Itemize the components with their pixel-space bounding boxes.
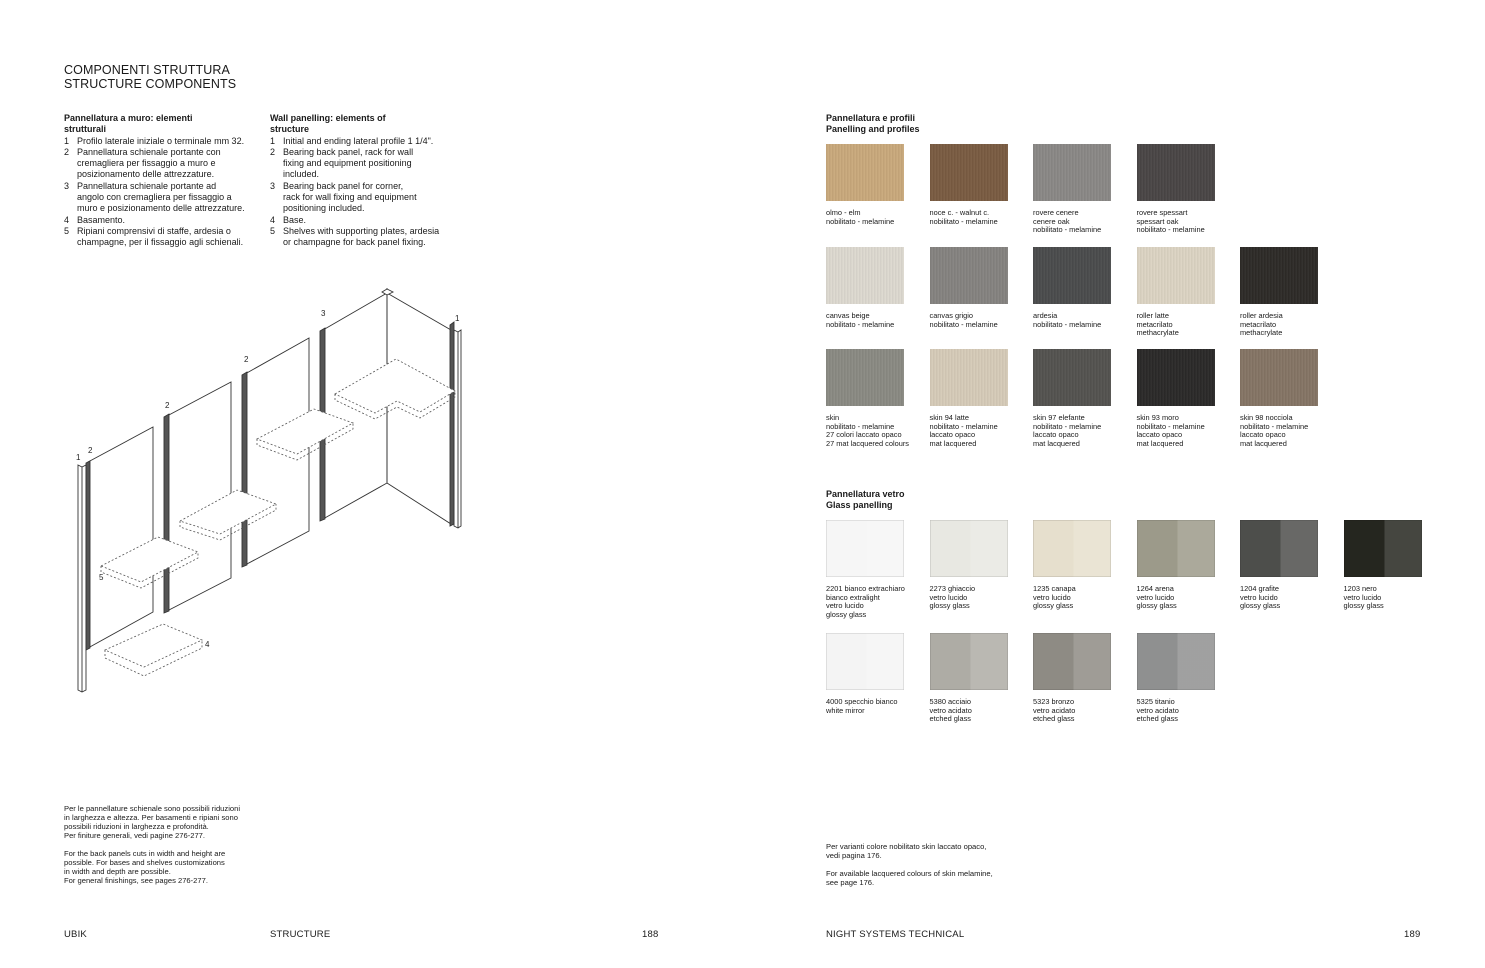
item-text-line: Profilo laterale iniziale o terminale mm 32.	[77, 135, 245, 146]
note-line: possibili riduzioni in larghezza e profondità.	[64, 822, 209, 831]
swatch-caption-line: skin	[826, 413, 840, 422]
swatch-caption	[930, 585, 1008, 611]
panelling-section-title	[826, 113, 920, 136]
swatch-color-chip	[1137, 144, 1215, 201]
component-item	[270, 136, 470, 147]
swatch-caption-line: mat lacquered	[1033, 438, 1080, 448]
swatch-caption-line: spessart oak	[1136, 216, 1179, 226]
swatch-caption-line: canvas grigio	[929, 311, 974, 320]
component-item	[270, 147, 470, 181]
swatch-caption-line: nobilitato - melamine	[1240, 421, 1309, 431]
swatch-color-chip	[930, 144, 1008, 201]
swatch-caption	[1033, 414, 1111, 448]
swatch-caption-line: glossy glass	[1033, 601, 1074, 611]
component-items	[64, 136, 264, 249]
item-number: 4	[270, 214, 276, 225]
swatch-caption	[1240, 414, 1318, 448]
swatch-caption-line: cenere oak	[1033, 216, 1070, 226]
swatch-caption-line: nobilitato - melamine	[929, 216, 998, 226]
swatch-caption-line: laccato opaco	[1240, 430, 1286, 440]
item-text-line: Pannellatura schienale portante ad	[77, 180, 217, 191]
glass-swatch	[1033, 633, 1111, 724]
component-item	[270, 215, 470, 226]
swatch-caption-line: glossy glass	[1240, 601, 1281, 611]
diagram-label: 3	[321, 309, 326, 318]
swatch-caption-line: vetro lucido	[826, 601, 864, 611]
footer-page-number: 188	[642, 929, 659, 940]
swatch-caption-line: etched glass	[929, 714, 971, 724]
swatch-caption	[826, 585, 904, 619]
swatch-color-chip	[930, 520, 1008, 577]
item-text-line: Shelves with supporting plates, ardesia	[283, 225, 440, 236]
footer-section: NIGHT SYSTEMS TECHNICAL	[826, 929, 965, 940]
swatch-color-chip	[1033, 520, 1111, 577]
swatch-caption-line: nobilitato - melamine	[929, 421, 998, 431]
swatch-caption-line: glossy glass	[929, 601, 970, 611]
item-text-line: or champagne for back panel fixing.	[283, 237, 426, 248]
swatch-caption	[1344, 585, 1422, 611]
swatch-caption-line: metacrilato	[1136, 319, 1173, 329]
glass-swatch	[1240, 520, 1318, 611]
swatch-caption-line: mat lacquered	[1136, 438, 1184, 448]
diagram-label: 2	[165, 401, 170, 410]
swatch-caption-line: metacrilato	[1240, 319, 1277, 329]
swatch-caption-line: 27 mat lacquered colours	[826, 438, 909, 448]
swatch-caption-line: methacrylate	[1240, 328, 1283, 338]
swatch-caption	[1240, 585, 1318, 611]
glass-swatch	[1137, 520, 1215, 611]
swatch-caption	[1137, 312, 1215, 338]
swatch-caption-line: laccato opaco	[929, 430, 976, 440]
component-item	[64, 215, 264, 226]
glass-swatch	[1033, 520, 1111, 611]
note-line: in width and depth are possible.	[64, 867, 171, 876]
swatch-color-chip	[1137, 633, 1215, 690]
title-italian: COMPONENTI STRUTTURA	[64, 63, 230, 77]
swatch-caption-line: 1264 arena	[1136, 584, 1174, 593]
swatch-color-chip	[826, 144, 904, 201]
swatch-caption-line: vetro acidato	[1136, 705, 1179, 715]
swatch-caption	[1033, 585, 1111, 611]
list-heading	[64, 113, 264, 136]
swatch-caption-line: glossy glass	[1343, 601, 1384, 611]
note-line: see page 176.	[826, 878, 875, 887]
note-line: Per varianti colore nobilitato skin laccato opaco,	[826, 842, 987, 851]
swatch-color-chip	[1240, 247, 1318, 304]
swatch-caption-line: 1235 canapa	[1033, 584, 1076, 593]
swatch-color-chip	[930, 633, 1008, 690]
glass-swatch	[930, 633, 1008, 724]
swatch-caption-line: vetro lucido	[929, 592, 968, 602]
footer-section: STRUCTURE	[270, 929, 331, 940]
note-italian	[64, 804, 304, 840]
swatch-caption-line: nobilitato - melamine	[929, 319, 998, 329]
swatch-caption-line: white mirror	[826, 705, 865, 715]
swatch-caption	[1033, 209, 1111, 235]
heading-line: strutturali	[64, 124, 107, 135]
swatch-color-chip	[1240, 349, 1318, 406]
item-number: 4	[64, 214, 70, 225]
swatch-caption	[930, 414, 1008, 448]
swatch-caption	[826, 312, 904, 329]
swatch-caption	[826, 413, 909, 448]
swatch-caption	[826, 209, 904, 226]
swatch-caption-line: roller ardesia	[1240, 311, 1283, 320]
glass-swatch	[826, 633, 904, 715]
swatch-caption-line: mat lacquered	[1240, 438, 1287, 448]
swatch-color-chip	[930, 349, 1008, 406]
swatch-caption	[1137, 414, 1215, 448]
note-line: possible. For bases and shelves customizations	[64, 858, 225, 867]
finish-swatch	[826, 349, 909, 448]
item-text-line: Initial and ending lateral profile 1 1/4".	[283, 135, 434, 146]
item-text-line: Pannellatura schienale portante con	[77, 146, 221, 157]
finish-swatch	[1137, 349, 1215, 448]
note-line: Per finiture generali, vedi pagine 276-277.	[64, 831, 205, 840]
swatch-color-chip	[1033, 633, 1111, 690]
note-english	[64, 849, 304, 885]
section-title-line: Glass panelling	[826, 500, 893, 511]
swatch-caption-line: roller latte	[1136, 311, 1169, 320]
swatch-caption-line: vetro lucido	[1033, 592, 1071, 602]
item-text-line: Basamento.	[77, 214, 126, 225]
note-line: in larghezza e altezza. Per basamenti e ripiani sono	[64, 813, 238, 822]
left-page-note	[64, 804, 304, 894]
finish-swatch	[1033, 144, 1111, 235]
profile-right	[454, 330, 461, 528]
diagram-label: 2	[244, 355, 249, 364]
swatch-caption-line: laccato opaco	[1033, 430, 1079, 440]
swatch-caption	[930, 209, 1008, 226]
item-text-line: Ripiani comprensivi di staffe, ardesia o	[77, 225, 231, 236]
item-text-line: cremagliera per fissaggio a muro e	[77, 158, 216, 169]
swatch-caption-line: olmo - elm	[826, 208, 861, 217]
page-title	[64, 63, 236, 91]
swatch-caption-line: nobilitato - melamine	[1136, 421, 1205, 431]
item-number: 2	[270, 146, 276, 157]
component-item	[64, 181, 264, 215]
diagram-label: 2	[88, 446, 93, 455]
note-line: For general finishings, see pages 276-277.	[64, 876, 208, 885]
item-text-line: muro e posizionamento delle attrezzature.	[77, 203, 245, 214]
item-text-line: positioning included.	[283, 203, 365, 214]
swatch-caption-line: vetro lucido	[1136, 592, 1175, 602]
swatch-caption-line: bianco extralight	[826, 592, 880, 602]
swatch-caption-line: glossy glass	[1136, 601, 1177, 611]
swatch-caption	[1137, 209, 1215, 235]
swatch-caption-line: ardesia	[1033, 311, 1058, 320]
swatch-caption-line: rovere spessart	[1136, 208, 1188, 217]
swatch-caption	[1137, 698, 1215, 724]
back-panel-2	[167, 382, 231, 611]
item-text-line: Bearing back panel for corner,	[283, 180, 404, 191]
swatch-caption-line: skin 98 nocciola	[1240, 413, 1293, 422]
component-item	[64, 136, 264, 147]
swatch-color-chip	[826, 520, 904, 577]
swatch-caption-line: 5380 acciaio	[929, 697, 972, 706]
component-items	[270, 136, 470, 249]
swatch-color-chip	[1344, 520, 1422, 577]
heading-line: structure	[270, 124, 310, 135]
swatch-caption-line: vetro lucido	[1343, 592, 1382, 602]
section-title-line: Panelling and profiles	[826, 124, 920, 135]
swatch-caption-line: 27 colori laccato opaco	[826, 430, 902, 440]
item-text-line: posizionamento delle attrezzature.	[77, 169, 215, 180]
item-text-line: included.	[283, 169, 320, 180]
swatch-caption-line: vetro lucido	[1240, 592, 1278, 602]
swatch-color-chip	[1240, 520, 1318, 577]
swatch-caption	[1033, 698, 1111, 724]
note-english	[826, 869, 1066, 887]
back-panel-1	[88, 427, 153, 648]
item-text-line: rack for wall fixing and equipment	[283, 192, 417, 203]
item-text-line: Bearing back panel, rack for wall	[283, 146, 414, 157]
swatch-color-chip	[1137, 247, 1215, 304]
swatch-caption-line: 2201 bianco extrachiaro	[826, 584, 905, 593]
swatch-caption-line: 5323 bronzo	[1033, 697, 1075, 706]
item-number: 5	[64, 225, 70, 236]
swatch-color-chip	[1033, 247, 1111, 304]
item-text-line: fixing and equipment positioning	[283, 158, 412, 169]
glass-section-title	[826, 489, 905, 512]
swatch-caption-line: 4000 specchio bianco	[826, 697, 898, 706]
swatch-caption-line: nobilitato - melamine	[1033, 225, 1102, 235]
item-number: 3	[270, 180, 276, 191]
swatch-caption-line: 5325 titanio	[1136, 697, 1175, 706]
title-english: STRUCTURE COMPONENTS	[64, 77, 237, 91]
diagram-label: 4	[205, 640, 210, 649]
footer-page-number: 189	[1404, 929, 1421, 940]
swatch-caption-line: nobilitato - melamine	[826, 421, 895, 431]
item-text-line: Base.	[283, 214, 307, 225]
swatch-caption-line: rovere cenere	[1033, 208, 1079, 217]
component-item	[64, 147, 264, 181]
swatch-caption-line: etched glass	[1136, 714, 1178, 724]
structure-exploded-diagram	[60, 280, 480, 700]
swatch-caption	[930, 312, 1008, 329]
item-number: 3	[64, 180, 70, 191]
swatch-caption-line: nobilitato - melamine	[1136, 225, 1205, 235]
component-item	[270, 226, 470, 249]
swatch-caption-line: nobilitato - melamine	[826, 319, 895, 329]
swatch-color-chip	[826, 633, 904, 690]
item-number: 2	[64, 146, 70, 157]
finish-swatch	[1240, 349, 1318, 448]
glass-swatch	[1344, 520, 1422, 611]
finish-swatch	[1033, 349, 1111, 448]
finish-swatch	[1033, 247, 1111, 329]
heading-line: Pannellatura a muro: elementi	[64, 113, 193, 123]
glass-swatch	[826, 520, 904, 619]
finish-swatch	[930, 144, 1008, 226]
finish-swatch	[1137, 144, 1215, 235]
component-item	[64, 226, 264, 249]
swatch-color-chip	[1033, 144, 1111, 201]
swatch-caption-line: laccato opaco	[1136, 430, 1183, 440]
note-line: Per le pannellature schienale sono possibili riduzioni	[64, 804, 241, 813]
swatch-color-chip	[826, 349, 904, 406]
swatch-caption-line: skin 93 moro	[1136, 413, 1179, 422]
note-italian	[826, 842, 1066, 860]
note-line: For available lacquered colours of skin melamine,	[826, 869, 993, 878]
swatch-caption-line: methacrylate	[1136, 328, 1179, 338]
swatch-caption-line: vetro acidato	[929, 705, 972, 715]
finish-swatch	[930, 247, 1008, 329]
list-heading	[270, 113, 470, 136]
item-number: 1	[270, 135, 276, 146]
finish-swatch	[1240, 247, 1318, 338]
item-text-line: angolo con cremagliera per fissaggio a	[77, 192, 232, 203]
components-list-english	[270, 113, 470, 249]
swatch-caption	[930, 698, 1008, 724]
swatch-caption-line: skin 94 latte	[929, 413, 969, 422]
diagram-label: 1	[76, 453, 81, 462]
item-number: 1	[64, 135, 70, 146]
section-title-line: Pannellatura e profili	[826, 113, 916, 123]
swatch-caption-line: mat lacquered	[929, 438, 977, 448]
components-list-italian	[64, 113, 264, 249]
component-item	[270, 181, 470, 215]
finish-swatch	[930, 349, 1008, 448]
swatch-color-chip	[826, 247, 904, 304]
diagram-label: 5	[99, 573, 104, 582]
section-title-line: Pannellatura vetro	[826, 489, 905, 499]
footer-brand: UBIK	[64, 929, 87, 940]
swatch-caption-line: nobilitato - melamine	[826, 216, 895, 226]
swatch-caption-line: 2273 ghiaccio	[929, 584, 976, 593]
swatch-caption	[1137, 585, 1215, 611]
swatch-caption-line: etched glass	[1033, 714, 1075, 724]
swatch-caption-line: 1203 nero	[1343, 584, 1377, 593]
swatch-caption-line: nobilitato - melamine	[1033, 319, 1102, 329]
finish-swatch	[826, 144, 904, 226]
swatch-caption	[1033, 312, 1111, 329]
note-line: For the back panels cuts in width and height are	[64, 849, 226, 858]
swatch-caption-line: nobilitato - melamine	[1033, 421, 1102, 431]
swatch-caption-line: 1204 grafite	[1240, 584, 1280, 593]
swatch-caption	[826, 698, 904, 715]
swatch-color-chip	[1033, 349, 1111, 406]
swatch-color-chip	[930, 247, 1008, 304]
item-text-line: champagne, per il fissaggio agli schienali.	[77, 237, 244, 248]
finish-swatch	[1137, 247, 1215, 338]
swatch-color-chip	[1137, 520, 1215, 577]
glass-swatch	[1137, 633, 1215, 724]
swatch-caption	[1240, 312, 1318, 338]
diagram-label: 1	[455, 314, 460, 323]
item-number: 5	[270, 225, 276, 236]
glass-swatch	[930, 520, 1008, 611]
heading-line: Wall panelling: elements of	[270, 113, 386, 123]
swatch-caption-line: glossy glass	[826, 609, 867, 619]
swatch-caption-line: noce c. - walnut c.	[929, 208, 990, 217]
swatch-color-chip	[1137, 349, 1215, 406]
finish-swatch	[826, 247, 904, 329]
swatch-caption-line: canvas beige	[826, 311, 870, 320]
swatch-caption-line: vetro acidato	[1033, 705, 1076, 715]
right-page-note	[826, 842, 1066, 896]
swatch-caption-line: skin 97 elefante	[1033, 413, 1085, 422]
note-line: vedi pagina 176.	[826, 851, 882, 860]
